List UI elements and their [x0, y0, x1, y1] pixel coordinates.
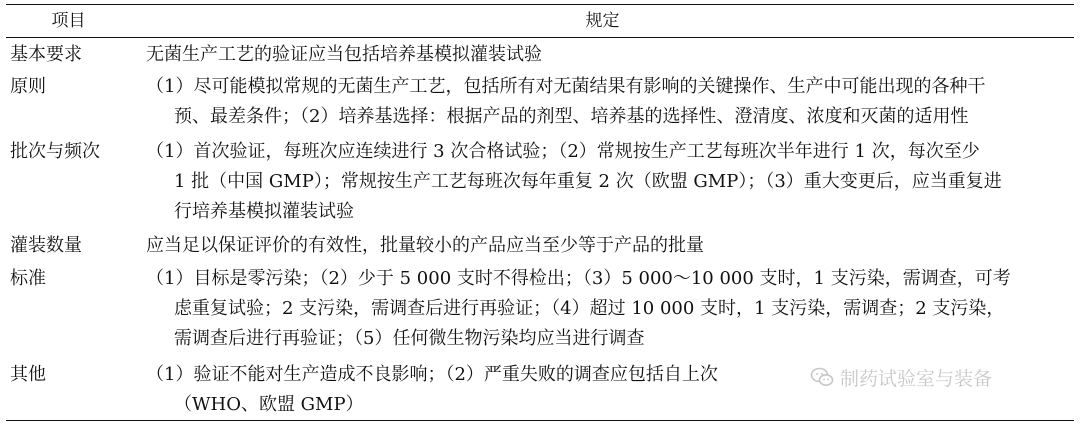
desc-line: 应当足以保证评价的有效性，批量较小的产品应当至少等于产品的批量 — [146, 235, 704, 256]
desc-line: （1）验证不能对生产造成不良影响；（2）严重失败的调查应包括自上次 — [146, 364, 718, 385]
row-category: 原则 — [10, 76, 46, 97]
desc-line: 行培养基模拟灌装试验 — [174, 201, 354, 222]
table-bottom-rule — [6, 420, 1074, 421]
row-description — [146, 264, 1076, 354]
desc-line: 需调查后进行再验证；（5）任何微生物污染均应当进行调查 — [174, 328, 645, 349]
row-description — [146, 137, 1076, 227]
watermark-text: 制药试验室与装备 — [840, 367, 993, 390]
gmp-table — [6, 0, 1074, 425]
desc-line: 1 批（中国 GMP）；常规按生产工艺每班次每年重复 2 次（欧盟 GMP）；（3）重大变更后，应当重复进 — [174, 171, 1002, 192]
row-category: 基本要求 — [10, 44, 82, 65]
row-description — [146, 72, 1076, 132]
desc-line: （1）目标是零污染；（2）少于 5 000 支时不得检出；（3）5 000～10 000 支时，1 支污染，需调查，可考 — [146, 268, 1011, 289]
table-top-rule — [6, 4, 1074, 5]
desc-line: （1）尽可能模拟常规的无菌生产工艺，包括所有对无菌结果有影响的关键操作、生产中可能出现的各种干 — [146, 76, 986, 97]
header-item: 项目 — [51, 11, 86, 31]
desc-line: 预、最差条件；（2）培养基选择：根据产品的剂型、培养基的选择性、澄清度、浓度和灭菌的适用性 — [174, 106, 969, 127]
row-category: 批次与频次 — [10, 141, 100, 162]
table-header-rule — [6, 37, 1074, 38]
row-description — [146, 360, 1076, 420]
desc-line: （WHO、欧盟 GMP） — [174, 394, 364, 415]
desc-line: （1）首次验证，每班次应连续进行 3 次合格试验；（2）常规按生产工艺每班次半年进行 1 次，每次至少 — [146, 141, 980, 162]
header-rule: 规定 — [585, 11, 620, 31]
row-category: 标准 — [10, 268, 46, 289]
desc-line: 无菌生产工艺的验证应当包括培养基模拟灌装试验 — [146, 44, 542, 65]
row-category: 灌装数量 — [10, 235, 82, 256]
row-description — [146, 40, 1076, 70]
row-description — [146, 231, 1076, 261]
desc-line: 虑重复试验；2 支污染，需调查后进行再验证；（4）超过 10 000 支时，1 支污染，需调查；2 支污染， — [174, 298, 1005, 319]
row-category: 其他 — [10, 364, 46, 385]
